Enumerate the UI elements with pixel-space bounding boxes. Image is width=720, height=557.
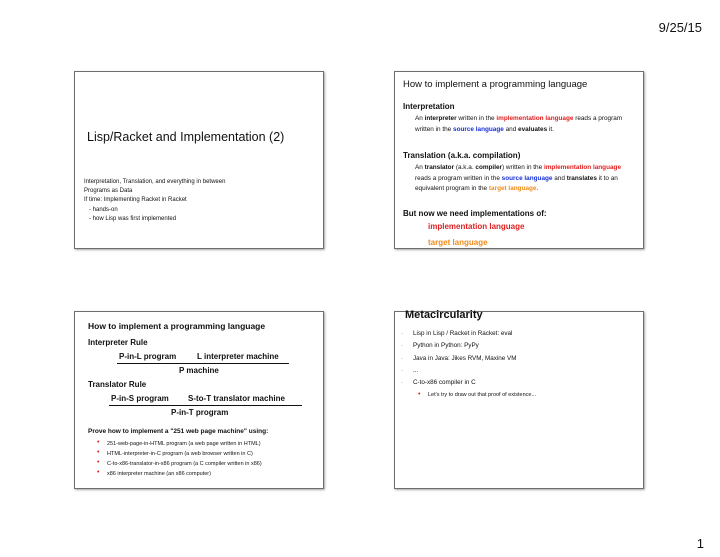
- list-subitem: • Let's try to draw out that proof of existence...: [401, 389, 536, 401]
- rule-premise: S-to-T translator machine: [188, 394, 285, 403]
- page-number: 1: [696, 536, 704, 551]
- rule-conclusion: P-in-T program: [171, 408, 229, 417]
- bullet-icon: ·: [401, 379, 404, 387]
- interpretation-heading: Interpretation: [403, 102, 455, 111]
- list-item: • HTML-interpreter-in-C program (a web browser written in C): [97, 449, 253, 457]
- bullet-icon: •: [97, 469, 100, 476]
- bullet-icon: ·: [401, 366, 404, 374]
- rule-premise: P-in-S program: [111, 394, 169, 403]
- slide-title-heading: Lisp/Racket and Implementation (2): [87, 130, 285, 144]
- translator-rule-heading: Translator Rule: [88, 380, 147, 389]
- bullet-icon: ·: [401, 330, 404, 337]
- outline-subitem: - hands-on: [89, 206, 118, 213]
- list-item: · Lisp in Lisp / Racket in Racket: eval: [401, 328, 536, 340]
- list-item: • 251-web-page-in-HTML program (a web page written in HTML): [97, 439, 261, 447]
- outline-item: If time: Implementing Racket in Racket: [84, 197, 187, 204]
- bullet-icon: •: [418, 391, 421, 399]
- list-item: · C-to-x86 compiler in C: [401, 377, 536, 389]
- slide-heading: How to implement a programming language: [88, 321, 266, 331]
- given-list: [97, 439, 262, 479]
- bullet-icon: •: [97, 439, 100, 446]
- slide-heading: How to implement a programming language: [403, 79, 588, 90]
- translation-text: An translator (a.k.a. compiler) written in the implementation language reads a program written in the source language and translates it to an equivalent program in the target language.: [415, 164, 622, 192]
- needs-heading: But now we need implementations of:: [403, 209, 547, 218]
- outline-subitem: - how Lisp was first implemented: [89, 215, 177, 222]
- slide-implementation-overview: [394, 71, 644, 249]
- bullet-icon: ·: [401, 342, 404, 350]
- rule-premise: P-in-L program: [119, 352, 177, 361]
- bullet-icon: •: [97, 449, 100, 456]
- rule-premise: L interpreter machine: [197, 352, 279, 361]
- bullet-icon: ·: [401, 354, 404, 362]
- target-language-item: target language: [428, 238, 488, 247]
- examples-list: [401, 328, 536, 402]
- outline-item: Interpretation, Translation, and everything in between: [84, 179, 226, 185]
- inference-line: [109, 405, 302, 406]
- rule-conclusion: P machine: [179, 366, 219, 375]
- interpretation-text: An interpreter written in the implementation language reads a program written in the source language and evaluates it.: [415, 115, 623, 133]
- list-item: • x86 interpreter machine (an x86 computer): [97, 469, 211, 477]
- translation-heading: Translation (a.k.a. compilation): [403, 151, 521, 160]
- slide-rules: [74, 311, 324, 489]
- bullet-icon: •: [97, 459, 100, 466]
- slide-metacircularity: [394, 311, 644, 489]
- list-item: · ...: [401, 365, 536, 377]
- slide-heading: Metacircularity: [405, 309, 483, 321]
- outline-list: [84, 178, 225, 224]
- prove-prompt: Prove how to implement a "251 web page machine" using:: [88, 428, 269, 435]
- outline-item: Programs as Data: [84, 188, 133, 195]
- list-item: • C-to-x86-translator-in-x86 program (a C compiler written in x86): [97, 459, 262, 467]
- list-item: · Java in Java: Jikes RVM, Maxine VM: [401, 353, 536, 365]
- implementation-language-item: implementation language: [428, 222, 525, 231]
- list-item: · Python in Python: PyPy: [401, 340, 536, 352]
- inference-line: [117, 363, 289, 364]
- interpreter-rule-heading: Interpreter Rule: [88, 338, 148, 347]
- page-date: 9/25/15: [658, 20, 702, 35]
- slide-title: [74, 71, 324, 249]
